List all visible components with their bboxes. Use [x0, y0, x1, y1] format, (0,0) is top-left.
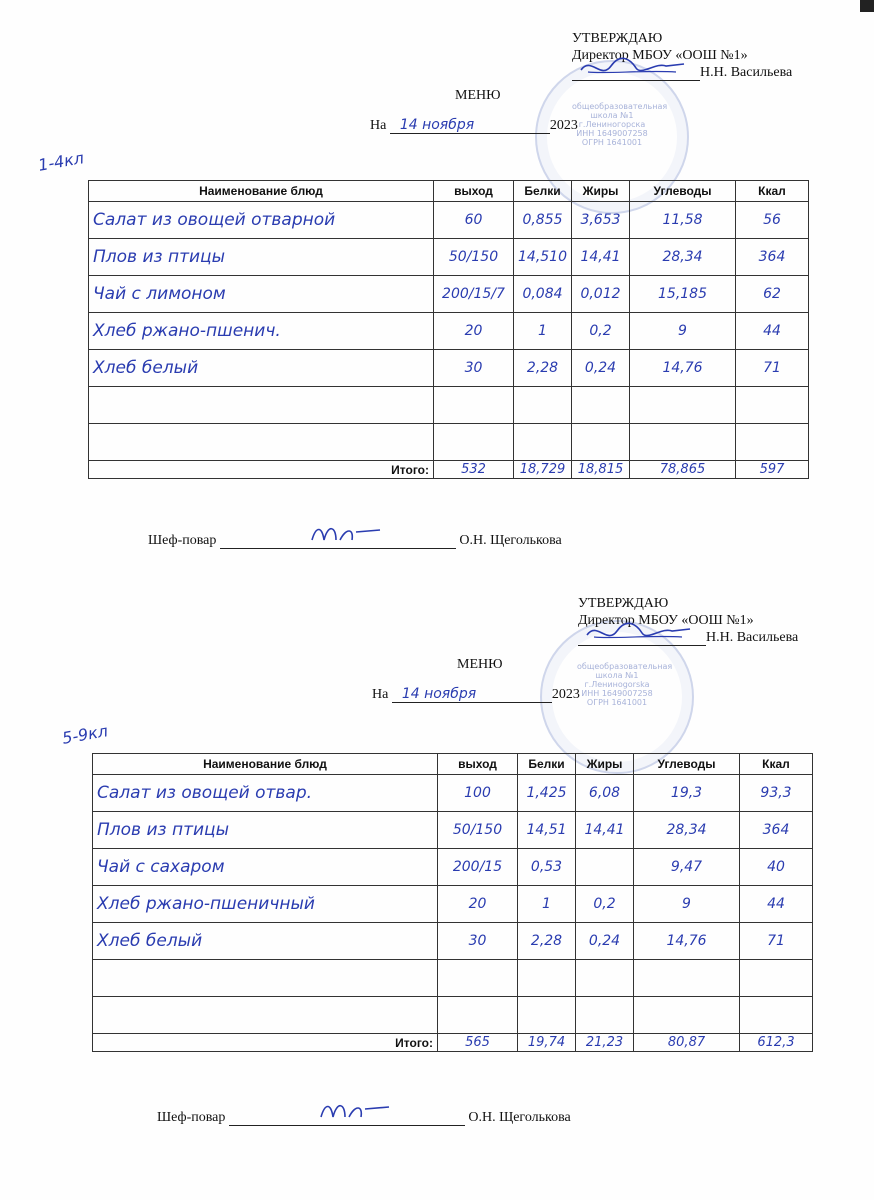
- total-value-cell: 532: [434, 461, 514, 479]
- stamp-line: школа №1: [590, 111, 634, 120]
- director-signature: [582, 617, 692, 647]
- value-cell: 9: [630, 313, 736, 350]
- totals-row: [89, 461, 809, 479]
- scan-corner: [860, 0, 874, 12]
- stamp-line: школа №1: [595, 671, 639, 680]
- value-cell: [740, 960, 813, 997]
- value-cell: 62: [736, 276, 809, 313]
- value-cell: [518, 960, 576, 997]
- column-header: Углеводы: [630, 181, 736, 202]
- value-cell: 1: [514, 313, 572, 350]
- column-header: Наименование блюд: [89, 181, 434, 202]
- stamp-line: ОГРН 1641001: [586, 698, 648, 707]
- value-cell: [630, 424, 736, 461]
- value-cell: [740, 997, 813, 1034]
- dish-name-cell: Чай с лимоном: [89, 276, 434, 313]
- approval-block: [572, 30, 792, 81]
- value-cell: 6,08: [576, 775, 634, 812]
- stamp-line: ИНН 1649007258: [576, 129, 648, 138]
- column-header: Жиры: [572, 181, 630, 202]
- value-cell: [434, 387, 514, 424]
- director-signature-line: [578, 631, 706, 646]
- value-cell: [514, 387, 572, 424]
- value-cell: 364: [736, 239, 809, 276]
- chef-block: [157, 1110, 571, 1126]
- approval-title: УТВЕРЖДАЮ: [578, 596, 669, 611]
- value-cell: 20: [438, 886, 518, 923]
- value-cell: 60: [434, 202, 514, 239]
- director-name: Н.Н. Васильева: [700, 65, 793, 80]
- director-name: Н.Н. Васильева: [706, 630, 799, 645]
- value-cell: 3,653: [572, 202, 630, 239]
- value-cell: 0,24: [572, 350, 630, 387]
- value-cell: 0,084: [514, 276, 572, 313]
- grade-label: 1-4кл: [36, 148, 86, 175]
- grade-label: 5-9кл: [60, 721, 110, 748]
- dish-name-cell: Хлеб белый: [89, 350, 434, 387]
- column-header: выход: [434, 181, 514, 202]
- total-value-cell: 597: [736, 461, 809, 479]
- director-signature-line: [572, 66, 700, 81]
- value-cell: [572, 387, 630, 424]
- value-cell: 11,58: [630, 202, 736, 239]
- column-header: Ккал: [736, 181, 809, 202]
- value-cell: 2,28: [514, 350, 572, 387]
- chef-signature: [315, 1095, 395, 1125]
- menu-table: [88, 180, 809, 479]
- chef-block: [148, 533, 562, 549]
- value-cell: 200/15/7: [434, 276, 514, 313]
- value-cell: 93,3: [740, 775, 813, 812]
- dish-name-cell: [93, 997, 438, 1034]
- value-cell: 0,012: [572, 276, 630, 313]
- chef-signature-line: [220, 534, 456, 549]
- value-cell: 14,41: [572, 239, 630, 276]
- table-header-row: [89, 181, 809, 202]
- date-field: [392, 686, 552, 703]
- menu-table: [92, 753, 813, 1052]
- value-cell: [572, 424, 630, 461]
- chef-signature-line: [229, 1111, 465, 1126]
- value-cell: 0,24: [576, 923, 634, 960]
- value-cell: 30: [434, 350, 514, 387]
- dish-name-cell: Хлеб ржано-пшеничный: [93, 886, 438, 923]
- value-cell: 28,34: [630, 239, 736, 276]
- value-cell: [438, 960, 518, 997]
- table-header-row: [93, 754, 813, 775]
- menu-date: [370, 117, 578, 134]
- value-cell: [736, 424, 809, 461]
- total-value-cell: 19,74: [518, 1034, 576, 1052]
- stamp-text: [577, 662, 673, 707]
- value-cell: [736, 387, 809, 424]
- table-row: [93, 923, 813, 960]
- chef-name: О.Н. Щеголькова: [459, 533, 562, 548]
- dish-name-cell: Хлеб белый: [93, 923, 438, 960]
- dish-name-cell: [89, 387, 434, 424]
- date-field: [390, 117, 550, 134]
- value-cell: [576, 997, 634, 1034]
- dish-name-cell: [93, 960, 438, 997]
- approval-position: Директор МБОУ «ООШ №1»: [572, 48, 748, 63]
- table-row: [93, 997, 813, 1034]
- value-cell: 14,510: [514, 239, 572, 276]
- chef-label: Шеф-повар: [157, 1110, 226, 1125]
- table-row: [93, 812, 813, 849]
- value-cell: 56: [736, 202, 809, 239]
- dish-name-cell: Плов из птицы: [89, 239, 434, 276]
- column-header: Наименование блюд: [93, 754, 438, 775]
- value-cell: 0,2: [576, 886, 634, 923]
- value-cell: 30: [438, 923, 518, 960]
- menu-title: МЕНЮ: [457, 657, 503, 672]
- value-cell: [630, 387, 736, 424]
- dish-name-cell: [89, 424, 434, 461]
- value-cell: 0,2: [572, 313, 630, 350]
- table-row: [93, 849, 813, 886]
- director-signature: [576, 52, 686, 82]
- value-cell: 0,855: [514, 202, 572, 239]
- chef-label: Шеф-повар: [148, 533, 217, 548]
- value-cell: [576, 960, 634, 997]
- value-cell: [518, 997, 576, 1034]
- dish-name-cell: Плов из птицы: [93, 812, 438, 849]
- approval-block: [578, 595, 798, 646]
- value-cell: 28,34: [634, 812, 740, 849]
- value-cell: [514, 424, 572, 461]
- column-header: Ккал: [740, 754, 813, 775]
- approval-position: Директор МБОУ «ООШ №1»: [578, 613, 754, 628]
- date-year: 2023: [551, 687, 580, 702]
- value-cell: [438, 997, 518, 1034]
- total-value-cell: 80,87: [634, 1034, 740, 1052]
- column-header: Белки: [514, 181, 572, 202]
- table-row: [89, 239, 809, 276]
- stamp-line: общеобразовательная: [577, 662, 673, 671]
- totals-row: [93, 1034, 813, 1052]
- dish-name-cell: Салат из овощей отварной: [89, 202, 434, 239]
- value-cell: 9,47: [634, 849, 740, 886]
- value-cell: 1: [518, 886, 576, 923]
- value-cell: 19,3: [634, 775, 740, 812]
- value-cell: 44: [736, 313, 809, 350]
- value-cell: 14,76: [634, 923, 740, 960]
- table-row: [93, 960, 813, 997]
- stamp-line: общеобразовательная: [572, 102, 668, 111]
- total-value-cell: 565: [438, 1034, 518, 1052]
- value-cell: 71: [740, 923, 813, 960]
- value-cell: 20: [434, 313, 514, 350]
- chef-name: О.Н. Щеголькова: [468, 1110, 571, 1125]
- value-cell: 50/150: [438, 812, 518, 849]
- table-row: [89, 387, 809, 424]
- stamp-line: ОГРН 1641001: [581, 138, 643, 147]
- value-cell: 15,185: [630, 276, 736, 313]
- value-cell: 14,76: [630, 350, 736, 387]
- date-prefix: На: [372, 687, 389, 702]
- stamp-line: ИНН 1649007258: [581, 689, 653, 698]
- value-cell: 14,51: [518, 812, 576, 849]
- menu-title: МЕНЮ: [455, 88, 501, 103]
- approval-signature-row: [578, 629, 798, 646]
- date-year: 2023: [549, 118, 578, 133]
- total-value-cell: 18,729: [514, 461, 572, 479]
- total-label: Итого:: [89, 461, 434, 479]
- table-row: [93, 886, 813, 923]
- table-row: [89, 202, 809, 239]
- stamp-text: [572, 102, 668, 147]
- menu-date: [372, 686, 580, 703]
- date-handwritten: 14 ноября: [399, 117, 475, 133]
- stamp-line: г.Лениногорска: [578, 120, 646, 129]
- dish-name-cell: Хлеб ржано-пшенич.: [89, 313, 434, 350]
- total-value-cell: 21,23: [576, 1034, 634, 1052]
- value-cell: 2,28: [518, 923, 576, 960]
- total-value-cell: 18,815: [572, 461, 630, 479]
- total-value-cell: 78,865: [630, 461, 736, 479]
- value-cell: 1,425: [518, 775, 576, 812]
- table-row: [89, 350, 809, 387]
- column-header: Белки: [518, 754, 576, 775]
- total-value-cell: 612,3: [740, 1034, 813, 1052]
- approval-title: УТВЕРЖДАЮ: [572, 31, 663, 46]
- value-cell: [576, 849, 634, 886]
- column-header: Углеводы: [634, 754, 740, 775]
- column-header: выход: [438, 754, 518, 775]
- value-cell: 71: [736, 350, 809, 387]
- value-cell: 50/150: [434, 239, 514, 276]
- dish-name-cell: Салат из овощей отвар.: [93, 775, 438, 812]
- value-cell: 44: [740, 886, 813, 923]
- chef-signature: [306, 518, 386, 548]
- value-cell: [634, 960, 740, 997]
- table-row: [89, 276, 809, 313]
- value-cell: 200/15: [438, 849, 518, 886]
- value-cell: 9: [634, 886, 740, 923]
- table-row: [89, 313, 809, 350]
- value-cell: 40: [740, 849, 813, 886]
- value-cell: [434, 424, 514, 461]
- approval-signature-row: [572, 64, 792, 81]
- value-cell: 364: [740, 812, 813, 849]
- dish-name-cell: Чай с сахаром: [93, 849, 438, 886]
- table-row: [93, 775, 813, 812]
- date-handwritten: 14 ноября: [401, 686, 477, 702]
- value-cell: [634, 997, 740, 1034]
- value-cell: 100: [438, 775, 518, 812]
- date-prefix: На: [370, 118, 387, 133]
- value-cell: 0,53: [518, 849, 576, 886]
- column-header: Жиры: [576, 754, 634, 775]
- stamp-line: г.Ленинogorska: [584, 680, 650, 689]
- table-row: [89, 424, 809, 461]
- total-label: Итого:: [93, 1034, 438, 1052]
- value-cell: 14,41: [576, 812, 634, 849]
